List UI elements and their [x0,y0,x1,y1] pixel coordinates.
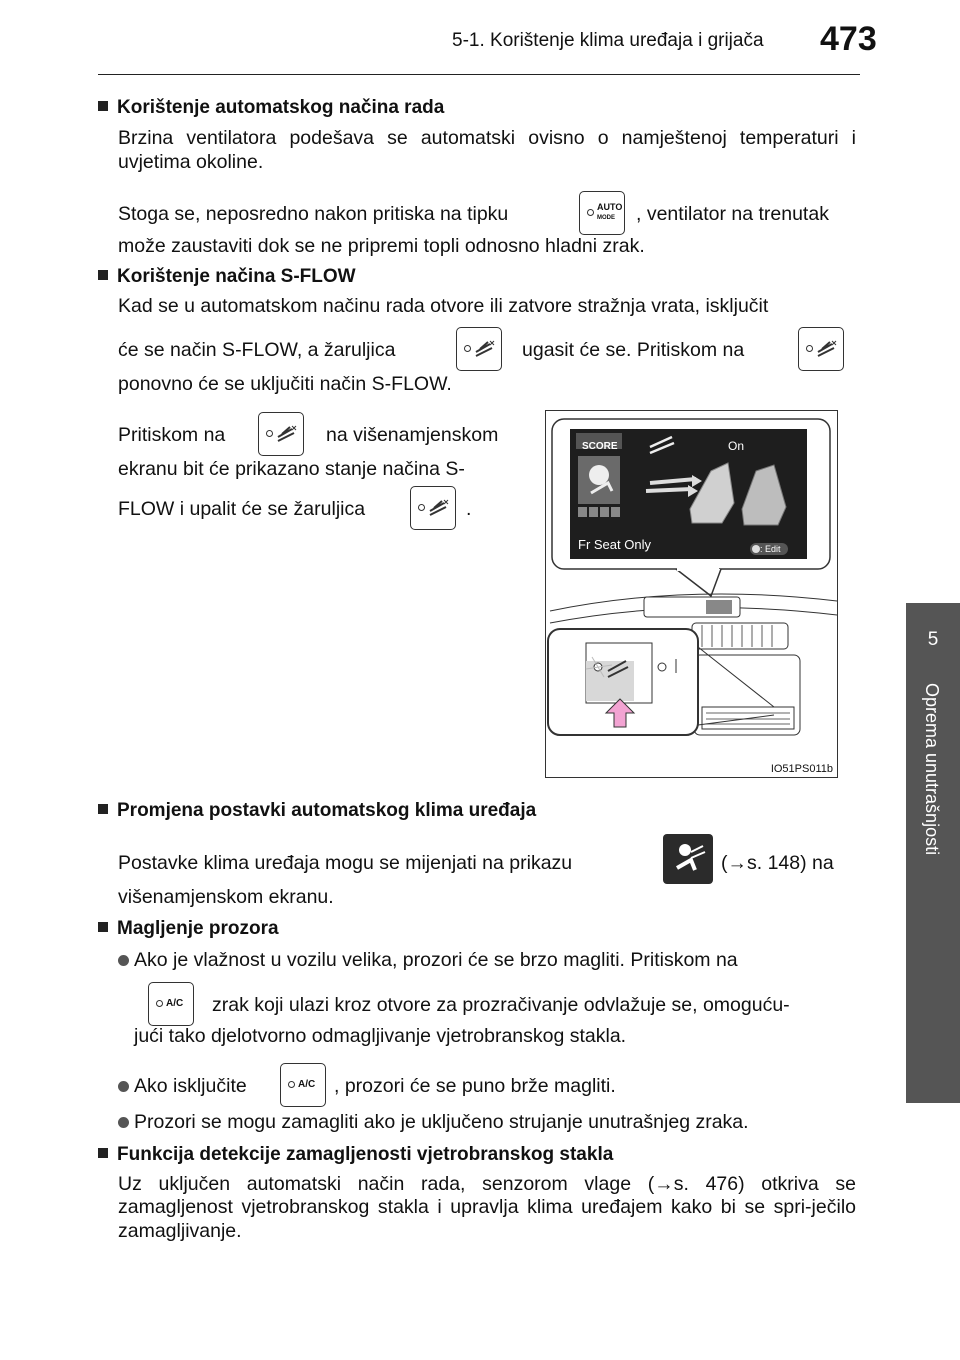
sflow-line-3: ponovno će se uključiti način S-FLOW. [118,373,452,395]
auto-mode-text-after-button: , ventilator na trenutak [636,203,829,225]
square-bullet-icon [98,1148,108,1158]
sflow-p2a: Pritiskom na [118,424,226,446]
heading-detect: Funkcija detekcije zamagljenosti vjetrobranskog stakla [98,1144,613,1166]
screen-edit-label: : Edit [760,544,781,554]
auto-mode-text-before-button: Stoga se, neposredno nakon pritiska na tipku [118,203,509,225]
fog-bullet-1-line-2: zrak koji ulazi kroz otvore za prozračivanje odvlažuje se, omoguću- [212,994,790,1016]
settings-line-1a: Postavke klima uređaja mogu se mijenjati na prikazu [118,852,573,874]
sflow-p2-line2: ekranu bit će prikazano stanje načina S- [118,458,465,480]
chapter-number: 5 [927,629,939,650]
bullet-icon [118,1117,129,1128]
sflow-button-icon [410,486,456,530]
dashboard-figure [545,410,838,778]
heading-sflow: Korištenje načina S-FLOW [98,266,356,288]
ac-button-icon: A/C [148,982,194,1026]
sflow-button-icon [798,327,844,371]
square-bullet-icon [98,270,108,280]
bullet-icon [118,955,129,966]
figure-code: IO51PS011b [770,763,833,775]
heading-fog: Magljenje prozora [98,918,279,940]
square-bullet-icon [98,922,108,932]
running-header: 5-1. Korištenje klima uređaja i grijača [452,30,764,51]
auto-mode-paragraph: Brzina ventilatora podešava se automatski ovisno o namještenoj temperaturi i uvjetima okoline. [118,127,856,174]
sflow-button-icon [456,327,502,371]
fog-bullet-1-line-3: jući tako djelotvorno odmagljivanje vjetrobranskog stakla. [134,1025,627,1047]
sflow-button-icon [258,412,304,456]
square-bullet-icon [98,804,108,814]
settings-line-1b: (→s. 148) na [721,852,834,874]
sflow-p2b: na višenamjenskom [326,424,499,446]
fog-bullet-2a: Ako isključite [118,1074,247,1098]
sflow-p2-line3: FLOW i upalit će se žaruljica [118,498,366,520]
heading-auto-mode: Korištenje automatskog načina rada [98,97,444,119]
chapter-label: Oprema unutrašnjosti [922,683,942,856]
dashboard-illustration [546,411,837,777]
bullet-icon [118,1081,129,1092]
header-rule [98,74,860,75]
climate-screen-icon [663,834,713,884]
sflow-p2-end: . [466,498,472,520]
auto-mode-button-icon: AUTO MODE [579,191,625,235]
screen-mode-label: Fr Seat Only [578,537,651,552]
auto-mode-line: može zaustaviti dok se ne pripremi topli odnosno hladni zrak. [118,235,645,257]
square-bullet-icon [98,101,108,111]
page-number: 473 [820,20,877,58]
fog-bullet-1-line-1: Ako je vlažnost u vozilu velika, prozori će se brzo magliti. Pritiskom na [118,948,738,972]
detect-paragraph: Uz uključen automatski način rada, senzorom vlage (→s. 476) otkriva se zamagljenost vjetrobranskog stakla i upravlja klima uređajem kako bi se spri-ječilo zamagljivanje. [118,1173,856,1242]
sflow-line-2a: će se način S-FLOW, a žaruljica [118,339,396,361]
screen-on-label: On [728,439,745,453]
ac-button-icon: A/C [280,1063,326,1107]
fog-bullet-3: Prozori se mogu zamagliti ako je uključeno strujanje unutrašnjeg zraka. [118,1110,749,1134]
settings-line-2: višenamjenskom ekranu. [118,886,334,908]
heading-settings: Promjena postavki automatskog klima uređaja [98,800,536,822]
screen-score-label: SCORE [582,441,618,452]
sflow-line-2b: ugasit će se. Pritiskom na [522,339,745,361]
sflow-line-1: Kad se u automatskom načinu rada otvore ili zatvore stražnja vrata, isključit [118,295,769,317]
fog-bullet-2b: , prozori će se puno brže magliti. [334,1075,616,1097]
chapter-tab [906,603,960,1103]
